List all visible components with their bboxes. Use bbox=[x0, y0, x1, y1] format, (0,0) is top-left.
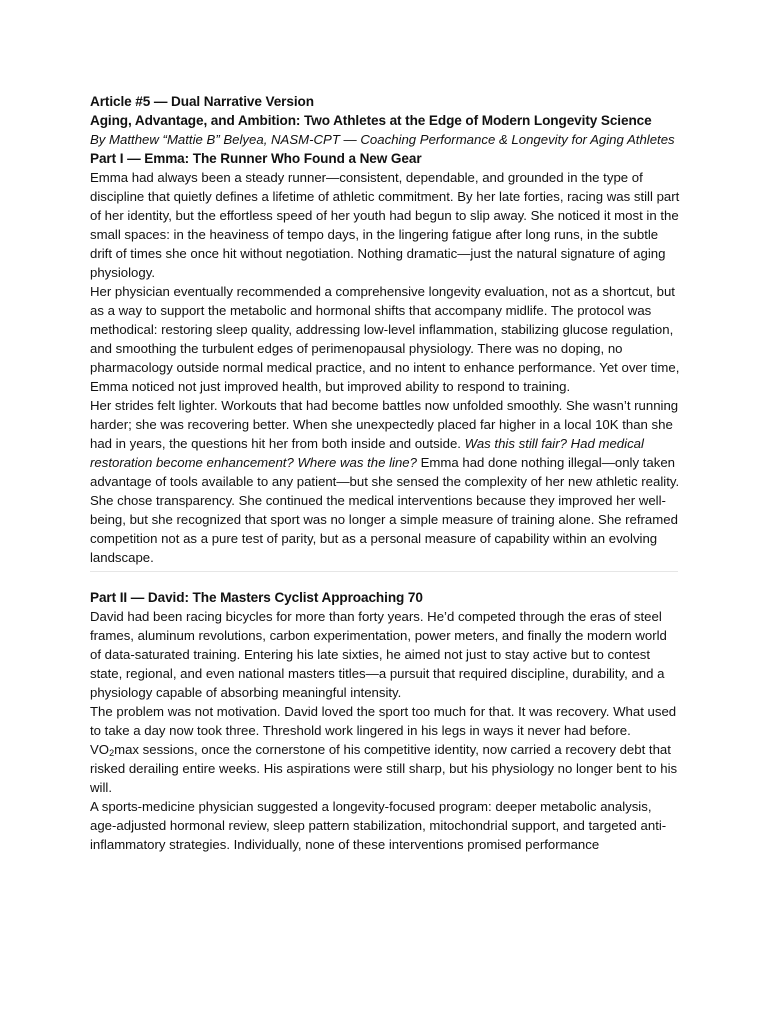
article-title: Aging, Advantage, and Ambition: Two Athletes at the Edge of Modern Longevity Science bbox=[90, 113, 652, 128]
part1-heading: Part I — Emma: The Runner Who Found a New Gear bbox=[90, 151, 422, 166]
part1-paragraph-2: Her physician eventually recommended a comprehensive longevity evaluation, not as a shortcut, but as a way to support the metabolic and hormonal shifts that accompany midlife. The protocol was methodical: restoring sleep quality, addressing low-level inflammation, stabilizing glucose regulation, and smoothing the turbulent edges of perimenopausal physiology. There was no doping, no pharmacology outside normal medical practice, and no intent to enhance performance. Yet over time, Emma noticed not just improved health, but improved ability to respond to training. bbox=[90, 284, 680, 394]
part2-paragraph-2-text-b: max sessions, once the cornerstone of his competitive identity, now carried a recovery debt that risked derailing entire weeks. His aspirations were still sharp, but his physiology no longer bent to his will. bbox=[90, 742, 678, 795]
part2-paragraph-3: A sports-medicine physician suggested a longevity-focused program: deeper metabolic analysis, age-adjusted hormonal review, sleep pattern stabilization, mitochondrial support, and targeted anti-inflammatory strategies. Individually, none of these interventions promised performance bbox=[90, 799, 667, 852]
article-byline: By Matthew “Mattie B” Belyea, NASM-CPT — Coaching Performance & Longevity for Aging Athletes bbox=[90, 132, 675, 147]
part1-paragraph-3-text-a: Her strides felt lighter. Workouts that had become battles now unfolded smoothly. She wasn’t running harder; she was recovering better. When she unexpectedly placed far higher in a local 10K than she had in years, the questions hit her from both inside and outside. bbox=[90, 398, 679, 451]
part1-paragraph-3-italic: Was this still fair? Had medical restoration become enhancement? Where was the line? bbox=[90, 436, 644, 470]
part2-paragraph-2-text-a: The problem was not motivation. David loved the sport too much for that. It was recovery. What used to take a day now took three. Threshold work lingered in his legs in ways it never had before. VO bbox=[90, 704, 677, 757]
document-page bbox=[90, 92, 680, 854]
part1-paragraph-1: Emma had always been a steady runner—consistent, dependable, and grounded in the type of discipline that quietly defines a lifetime of athletic commitment. By her late forties, racing was still part of her identity, but the effortless speed of her youth had begun to slip away. She noticed it most in the small spaces: in the heaviness of tempo days, in the lingering fatigue after long runs, in the subtle drift of times she once hit without negotiation. Nothing dramatic—just the natural signature of aging physiology. bbox=[90, 170, 680, 280]
part1-paragraph-4: She chose transparency. She continued the medical interventions because they improved her well-being, but she recognized that sport was no longer a simple measure of training alone. She reframed competition not as a pure test of parity, but as a personal measure of capability within an evolving landscape. bbox=[90, 493, 678, 565]
section-divider bbox=[90, 571, 678, 572]
part1-paragraph-3 bbox=[90, 396, 680, 491]
part2-paragraph-2 bbox=[90, 702, 680, 797]
part1-paragraph-3-text-b: Emma had done nothing illegal—only taken advantage of tools available to any patient—but she sensed the complexity of her new athletic reality. bbox=[90, 455, 680, 489]
part2-paragraph-1: David had been racing bicycles for more than forty years. He’d competed through the eras of steel frames, aluminum revolutions, carbon experimentation, power meters, and finally the modern world of data-saturated training. Entering his late sixties, he aimed not just to stay active but to contest state, regional, and even national masters titles—a pursuit that required discipline, durability, and a physiology capable of absorbing meaningful intensity. bbox=[90, 609, 667, 700]
article-label: Article #5 — Dual Narrative Version bbox=[90, 94, 314, 109]
part2-heading: Part II — David: The Masters Cyclist Approaching 70 bbox=[90, 590, 423, 605]
part2-paragraph-2-subscript: 2 bbox=[109, 748, 115, 758]
